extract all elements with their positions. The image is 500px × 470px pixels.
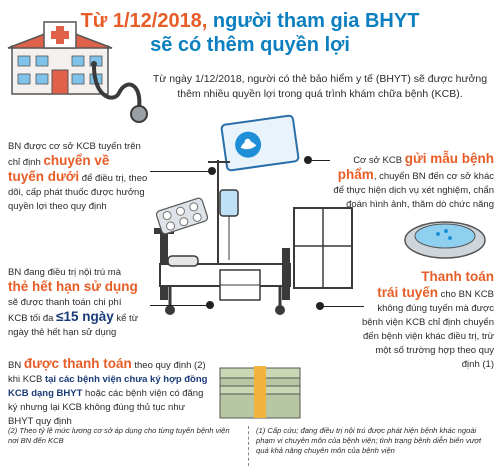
footnote-1: (1) Cấp cứu; đang điều trị nội trú được phát hiện bệnh khác ngoài phạm vi chuyên môn của bệnh viện; tình trạng bệnh diễn biến vượt quá khả năng chuyên môn của bệnh viện	[256, 426, 482, 455]
footnote-2: (2) Theo tỷ lệ mức lương cơ sở áp dụng cho từng tuyến bệnh viện nơi BN đến KCB	[8, 426, 230, 445]
notes-divider	[248, 426, 249, 466]
intro-text: Từ ngày 1/12/2018, người có thẻ bảo hiểm y tế (BHYT) sẽ được hưởng thêm nhiều quyền lợi trong quá trình khám chữa bệnh (KCB).	[152, 73, 488, 100]
connector-line	[150, 171, 212, 172]
benefit-specimen-transfer: Cơ sở KCB gửi mẫu bệnh phẩm, chuyển BN đến cơ sở khác để thực hiện dịch vụ xét nghiệm, chẩn đoán hình ảnh, thăm dò chức năng	[333, 151, 494, 210]
title-date: Từ 1/12/2018,	[80, 10, 208, 32]
benefit-referral-down: BN được cơ sở KCB tuyến trên chỉ định chuyển về tuyến dưới để điều trị, theo dõi, cấp phát thuốc được hưởng quyền lợi theo quy định	[8, 141, 148, 212]
benefit-expired-card: BN đang điều trị nội trú mà thẻ hết hạn sử dụng sẽ được thanh toán chi phí KCB tối đa ≤15 ngày kể từ ngày thẻ hết hạn sử dụng	[8, 267, 139, 338]
connector-dot	[304, 156, 312, 164]
connector-dot	[208, 167, 216, 175]
connector-line	[150, 305, 210, 306]
pill-pack-icon	[152, 196, 212, 236]
hospital-bed-icon	[150, 150, 360, 330]
page-subtitle: sẽ có thêm quyền lợi	[150, 34, 350, 56]
connector-line	[320, 306, 364, 307]
benefit-uncontracted-hospital: BN được thanh toán theo quy định (2) khi KCB tại các bệnh viện chưa ký hợp đồng KCB dạng BHYT hoặc các bệnh viện có đăng ký nhưng lại KCB không đúng thủ tục như BHYT quy định	[8, 356, 208, 427]
connector-dot	[206, 301, 214, 309]
connector-line	[310, 160, 330, 161]
money-stack-icon	[210, 358, 310, 424]
title-rest: người tham gia BHYT	[207, 10, 420, 32]
connector-dot	[316, 302, 324, 310]
benefit-out-of-network: Thanh toán trái tuyến cho BN KCB không đúng tuyến mà được bệnh viện KCB chỉ định chuyển đến bệnh viện khác điều trị, trừ một số trường hợp theo quy định (1)	[361, 269, 494, 370]
petri-dish-icon	[400, 206, 490, 266]
stethoscope-icon	[84, 58, 154, 128]
